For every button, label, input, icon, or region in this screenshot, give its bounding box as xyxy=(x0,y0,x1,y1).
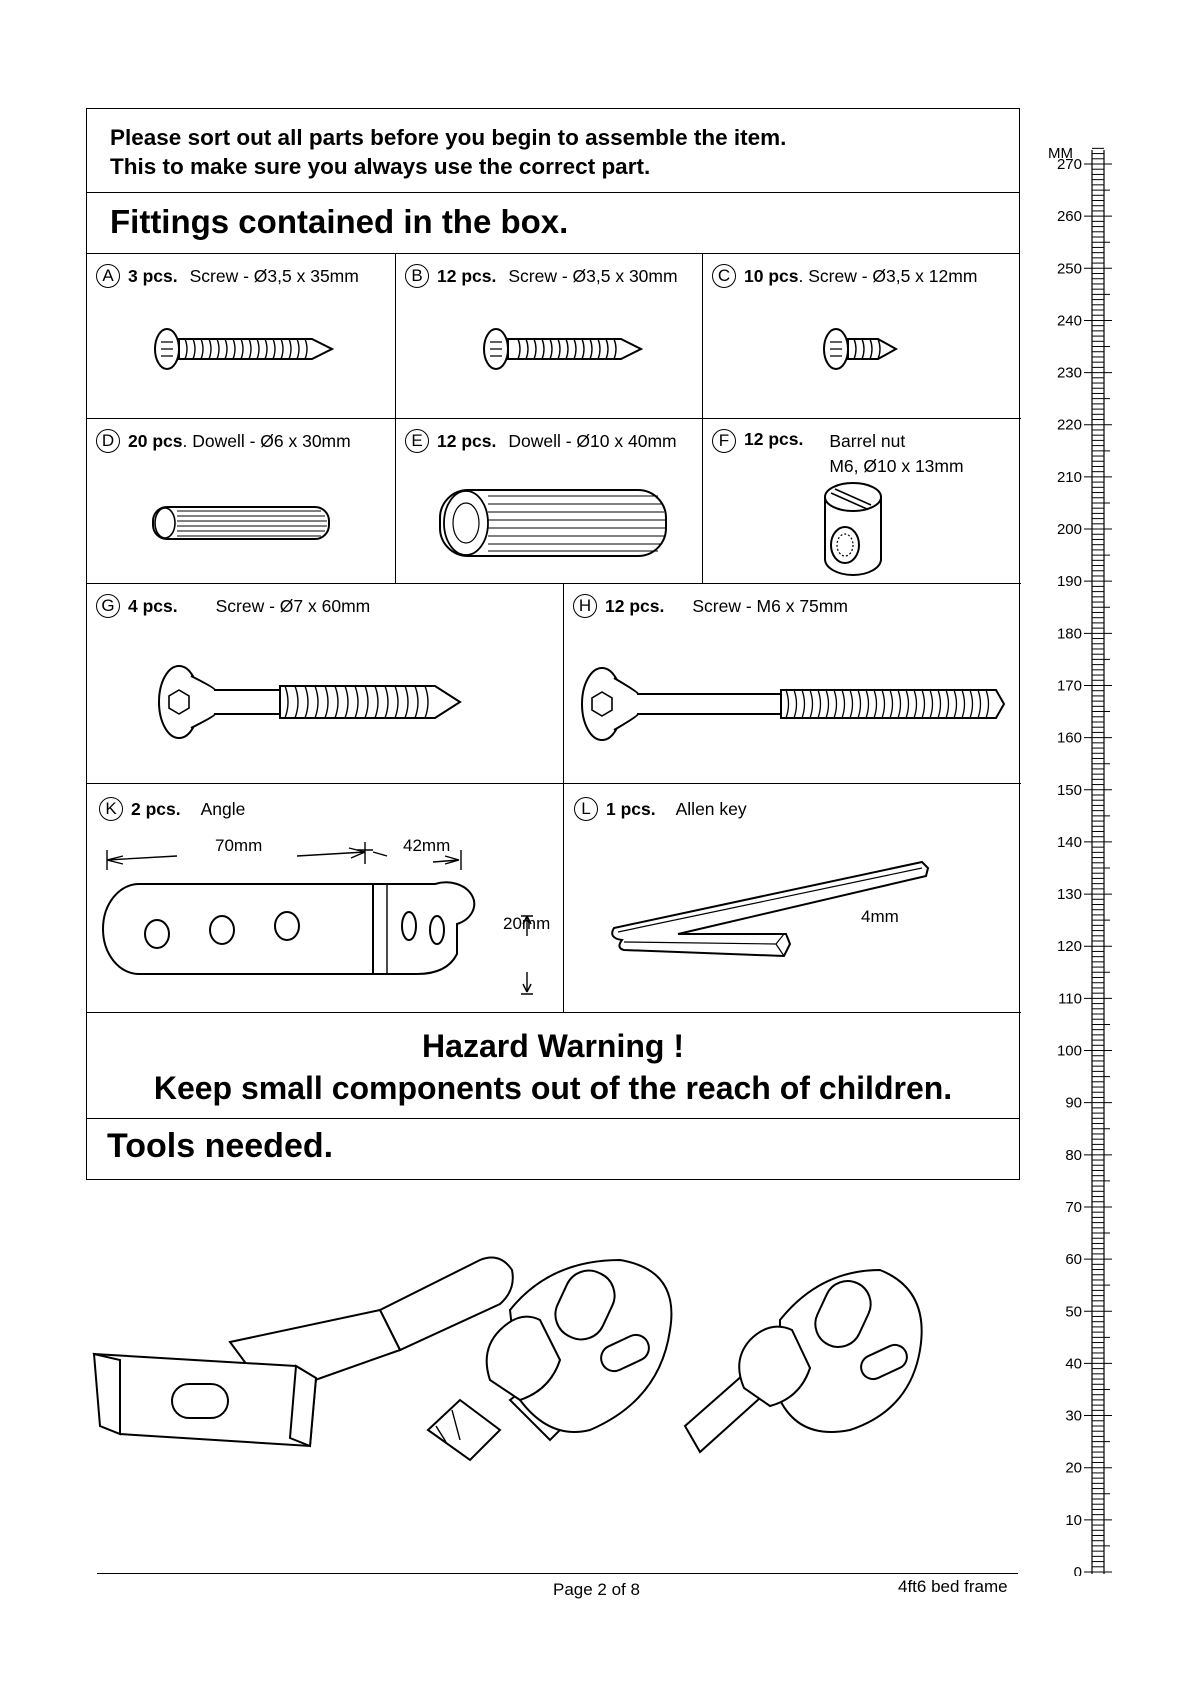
part-cell-g xyxy=(87,584,564,784)
part-cell-k xyxy=(87,784,564,1013)
allen-key-icon xyxy=(604,854,964,974)
barrel-nut-icon xyxy=(813,479,893,579)
screw-g-icon xyxy=(155,652,485,752)
intro-line-1: Please sort out all parts before you begin to assemble the item. xyxy=(110,125,787,150)
ruler-label: 230 xyxy=(1056,364,1082,382)
angle-dimension-side: 42mm xyxy=(403,836,451,855)
screw-c-icon xyxy=(818,324,908,374)
part-description: Screw - Ø3,5 x 30mm xyxy=(508,265,678,286)
fittings-title: Fittings contained in the box. xyxy=(87,193,1019,254)
part-quantity: 4 pcs. xyxy=(128,595,178,616)
part-cell-b xyxy=(396,254,703,419)
part-quantity: 12 pcs. xyxy=(437,430,497,451)
part-quantity: 12 pcs. xyxy=(437,265,497,286)
ruler-label: 50 xyxy=(1065,1303,1082,1321)
part-letter-badge: D xyxy=(96,429,120,453)
ruler-label: 30 xyxy=(1065,1407,1082,1425)
part-quantity: 10 pcs xyxy=(744,265,799,286)
part-quantity: 3 pcs. xyxy=(128,265,178,286)
part-description: . Dowell - Ø6 x 30mm xyxy=(182,430,351,451)
part-cell-h xyxy=(564,584,1021,784)
ruler-label: 100 xyxy=(1056,1042,1082,1060)
part-description: Screw - Ø3,5 x 35mm xyxy=(189,265,359,286)
part-cell-e xyxy=(396,419,703,584)
angle-bracket-icon xyxy=(87,824,563,1004)
mm-ruler xyxy=(1048,146,1118,1576)
page-number: Page 2 of 8 xyxy=(553,1580,640,1599)
part-description: Barrel nut xyxy=(829,431,906,451)
screw-h-icon xyxy=(576,652,1016,752)
part-quantity: 12 pcs. xyxy=(744,429,804,449)
part-letter-badge: L xyxy=(574,797,598,821)
ruler-label: 90 xyxy=(1065,1094,1082,1112)
ruler-label: 80 xyxy=(1065,1146,1082,1164)
part-description: Screw - M6 x 75mm xyxy=(692,595,848,616)
ruler-label: 240 xyxy=(1056,312,1082,330)
part-cell-c xyxy=(703,254,1021,419)
ruler-label: 10 xyxy=(1065,1511,1082,1529)
screw-a-icon xyxy=(147,324,347,374)
ruler-label: 120 xyxy=(1056,938,1082,956)
part-description: Screw - Ø7 x 60mm xyxy=(215,595,371,616)
part-letter-badge: G xyxy=(96,594,120,618)
ruler-label: 210 xyxy=(1056,468,1082,486)
ruler-label: 40 xyxy=(1065,1355,1082,1373)
screw-b-icon xyxy=(476,324,656,374)
angle-dimension-length: 70mm xyxy=(215,836,263,855)
part-quantity: 1 pcs. xyxy=(606,798,656,819)
part-quantity: 2 pcs. xyxy=(131,798,181,819)
tools-title: Tools needed. xyxy=(107,1127,334,1165)
ruler-label: 130 xyxy=(1056,886,1082,904)
ruler-label: 270 xyxy=(1056,156,1082,173)
ruler-label: 170 xyxy=(1056,677,1082,695)
part-description: Angle xyxy=(200,798,246,819)
ruler-label: 250 xyxy=(1056,260,1082,278)
ruler-label: 190 xyxy=(1056,573,1082,591)
part-letter-badge: C xyxy=(712,264,736,288)
part-description: Allen key xyxy=(675,798,747,819)
intro-note xyxy=(87,109,1019,193)
part-quantity: 20 pcs xyxy=(128,430,183,451)
ruler-label: 260 xyxy=(1056,208,1082,226)
dowel-small-icon xyxy=(147,499,337,549)
ruler-unit: MM xyxy=(1048,146,1073,162)
ruler-label: 150 xyxy=(1056,781,1082,799)
dowel-large-icon xyxy=(436,484,671,564)
part-letter-badge: H xyxy=(573,594,597,618)
ruler-label: 110 xyxy=(1058,990,1082,1008)
fittings-frame xyxy=(86,108,1020,1180)
part-cell-a xyxy=(87,254,396,419)
product-name: 4ft6 bed frame xyxy=(898,1577,1008,1596)
ruler-label: 220 xyxy=(1056,416,1082,434)
part-letter-badge: K xyxy=(99,797,123,821)
ruler-label: 140 xyxy=(1056,833,1082,851)
part-letter-badge: B xyxy=(405,264,429,288)
ruler-label: 0 xyxy=(1073,1564,1082,1576)
part-letter-badge: A xyxy=(96,264,120,288)
hazard-text: Keep small components out of the reach of children. xyxy=(153,1070,953,1106)
part-cell-l xyxy=(564,784,1021,1013)
ruler-label: 180 xyxy=(1056,625,1082,643)
hazard-title: Hazard Warning ! xyxy=(422,1028,684,1064)
part-letter-badge: E xyxy=(405,429,429,453)
ruler-label: 70 xyxy=(1065,1198,1082,1216)
tools-illustration xyxy=(80,1250,1020,1510)
ruler-label: 200 xyxy=(1056,521,1082,539)
part-cell-f xyxy=(703,419,1021,584)
part-description-line-2: M6, Ø10 x 13mm xyxy=(829,456,964,476)
flathead-screwdriver-icon xyxy=(685,1270,922,1452)
part-cell-d xyxy=(87,419,396,584)
ruler-label: 20 xyxy=(1065,1459,1082,1477)
ruler-label: 160 xyxy=(1056,729,1082,747)
intro-line-2: This to make sure you always use the correct part. xyxy=(110,154,651,179)
ruler-label: 60 xyxy=(1065,1251,1082,1269)
part-quantity: 12 pcs. xyxy=(605,595,665,616)
part-description: . Screw - Ø3,5 x 12mm xyxy=(798,265,978,286)
hazard-warning xyxy=(87,1013,1019,1119)
angle-dimension-width: 20mm xyxy=(503,914,551,933)
part-letter-badge: F xyxy=(712,429,736,453)
part-description: Dowell - Ø10 x 40mm xyxy=(508,430,677,451)
allen-key-size: 4mm xyxy=(861,907,899,926)
footer-divider xyxy=(97,1573,1018,1574)
